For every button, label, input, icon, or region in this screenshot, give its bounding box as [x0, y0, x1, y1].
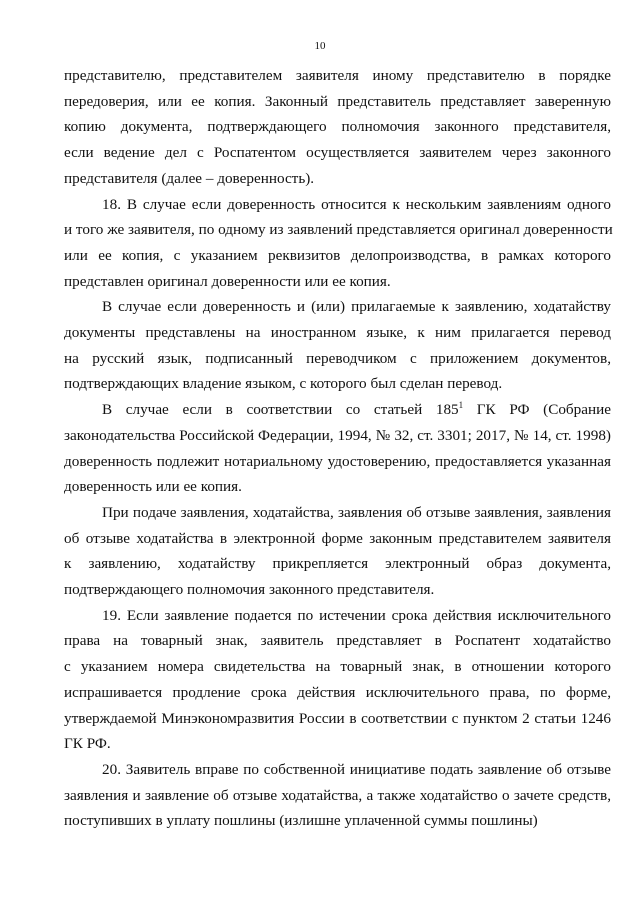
paragraph — [64, 603, 611, 757]
text-line: ГК РФ. — [64, 735, 111, 753]
text-line: доверенность подлежит нотариальному удостоверению, предоставляется указанная — [64, 452, 611, 470]
superscript: 1 — [458, 400, 464, 411]
paragraph — [64, 757, 611, 834]
text-line: если ведение дел с Роспатентом осуществляется заявителем через законного — [64, 144, 611, 162]
text-line: доверенность или ее копия. — [64, 478, 242, 496]
text-line: 19. Если заявление подается по истечении срока действия исключительного — [102, 606, 611, 624]
text-line: или ее копия, с указанием реквизитов делопроизводства, в рамках которого — [64, 246, 611, 264]
text-line: поступивших в уплату пошлины (излишне уплаченной суммы пошлины) — [64, 812, 538, 830]
text-line: и того же заявителя, по одному из заявлений представляется оригинал доверенности — [64, 221, 613, 239]
text-line: заявления и заявление об отзыве ходатайства, а также ходатайство о зачете средств, — [64, 786, 611, 804]
text-line: подтверждающих владение языком, с которого был сделан перевод. — [64, 375, 503, 393]
text-line: на русский язык, подписанный переводчиком с приложением документов, — [64, 349, 611, 367]
paragraph — [64, 294, 611, 397]
text-line: представителю, представителем заявителя иному представителю в порядке — [64, 67, 611, 84]
text-line: При подаче заявления, ходатайства, заявления об отзыве заявления, заявления — [102, 503, 611, 521]
text-line: испрашивается продление срока действия исключительного права, по форме, — [64, 683, 611, 701]
text-line: документы представлены на иностранном языке, к ним прилагается перевод — [64, 324, 611, 342]
text-line: к заявлению, ходатайству прикрепляется электронный образ документа, — [64, 555, 611, 573]
text-line: 20. Заявитель вправе по собственной инициативе подать заявление об отзыве — [102, 760, 611, 778]
text-line: 18. В случае если доверенность относится к нескольким заявлениям одного — [102, 195, 611, 213]
paragraph — [64, 500, 611, 603]
text-line: подтверждающего полномочия законного представителя. — [64, 581, 435, 599]
paragraph — [64, 397, 611, 500]
text-line: копию документа, подтверждающего полномочия законного представителя, — [64, 118, 611, 136]
text-line: с указанием номера свидетельства на товарный знак, в отношении которого — [64, 658, 611, 676]
text-line: утверждаемой Минэкономразвития России в соответствии с пунктом 2 статьи 1246 — [64, 709, 611, 727]
text-line: В случае если доверенность и (или) прилагаемые к заявлению, ходатайству — [102, 298, 611, 316]
document-body — [64, 63, 611, 834]
text-line: законодательства Российской Федерации, 1994, № 32, ст. 3301; 2017, № 14, ст. 1998) — [64, 426, 611, 444]
paragraph — [64, 192, 611, 295]
text-line: представлен оригинал доверенности или ее копия. — [64, 272, 391, 290]
text-line: передоверия, или ее копия. Законный представитель представляет заверенную — [64, 92, 611, 110]
text-line: права на товарный знак, заявитель представляет в Роспатент ходатайство — [64, 632, 611, 650]
paragraph — [64, 63, 611, 192]
text-line: В случае если в соответствии со статьей $185^1$ ГК РФ (Собрание — [102, 400, 611, 419]
page-number: 10 — [314, 40, 326, 52]
text-line: представителя (далее – доверенность). — [64, 169, 315, 187]
text-line: об отзыве ходатайства в электронной форме законным представителем заявителя — [64, 529, 611, 547]
